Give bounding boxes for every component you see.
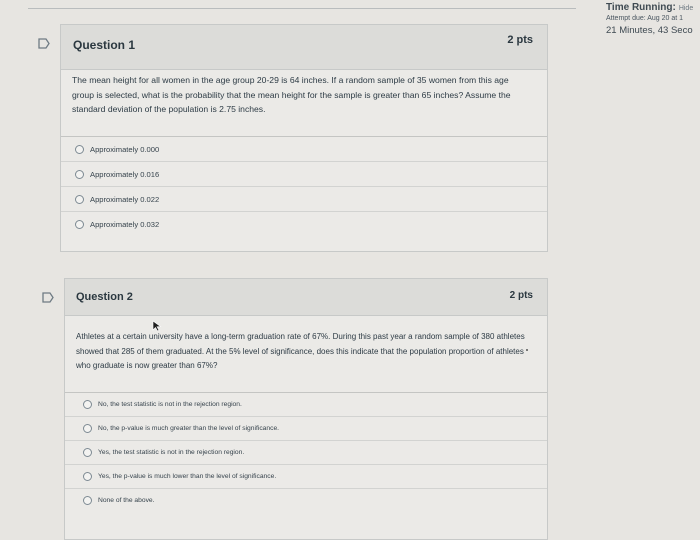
attempt-due: Attempt due: Aug 20 at 1 <box>606 15 684 22</box>
answer-list <box>65 392 547 512</box>
answer-option[interactable] <box>61 211 547 236</box>
question-card-2 <box>64 278 548 540</box>
question-points: 2 pts <box>507 34 533 46</box>
answer-option[interactable] <box>65 488 547 512</box>
radio-button[interactable] <box>75 145 84 154</box>
timer-elapsed: 21 Minutes, 43 Seco <box>606 25 693 36</box>
quiz-timer <box>606 2 700 36</box>
question-text: The mean height for all women in the age group 20-29 is 64 inches. If a random sample of 35 women from this age group is selected, what is the probability that the mean height for the sample is greater than 65 inches? Assume the standard deviation of the population is 2.75 inches. <box>72 75 511 114</box>
answer-label: No, the p-value is much greater than the level of significance. <box>98 425 280 432</box>
radio-button[interactable] <box>75 170 84 179</box>
top-divider <box>28 8 576 9</box>
question-card-1 <box>60 24 548 252</box>
answer-option[interactable] <box>61 186 547 211</box>
radio-button[interactable] <box>83 472 92 481</box>
answer-label: Approximately 0.016 <box>90 169 160 179</box>
radio-button[interactable] <box>83 400 92 409</box>
question-text: Athletes at a certain university have a long-term graduation rate of 67%. During this past year a random sample of 380 athletes showed that 285 of them graduated. At the 5% level of significance, does this indicate that the population proportion of athletes who graduate is now greater than 67%? <box>76 332 525 371</box>
answer-option[interactable] <box>61 161 547 186</box>
answer-label: Yes, the test statistic is not in the rejection region. <box>98 449 245 456</box>
question-header <box>65 279 547 316</box>
answer-list <box>61 136 547 236</box>
question-title: Question 2 <box>76 291 133 303</box>
answer-option[interactable] <box>65 416 547 440</box>
stray-dot <box>526 349 528 351</box>
radio-button[interactable] <box>83 448 92 457</box>
radio-button[interactable] <box>75 220 84 229</box>
timer-hide-link[interactable]: Hide <box>678 5 694 12</box>
flag-question-icon[interactable] <box>38 38 50 49</box>
answer-label: Approximately 0.022 <box>90 194 160 204</box>
radio-button[interactable] <box>83 424 92 433</box>
answer-option[interactable] <box>65 440 547 464</box>
question-title: Question 1 <box>73 38 136 52</box>
answer-label: Approximately 0.032 <box>90 219 160 229</box>
flag-question-icon[interactable] <box>42 292 54 303</box>
radio-button[interactable] <box>75 195 84 204</box>
timer-label: Time Running: <box>606 2 676 13</box>
answer-option[interactable] <box>61 136 547 161</box>
answer-option[interactable] <box>65 464 547 488</box>
mouse-pointer-icon <box>152 319 162 331</box>
answer-label: Yes, the p-value is much lower than the level of significance. <box>98 473 277 480</box>
question-points: 2 pts <box>509 290 533 301</box>
answer-label: None of the above. <box>98 497 155 504</box>
answer-label: Approximately 0.000 <box>90 144 160 154</box>
question-header <box>61 25 547 70</box>
answer-label: No, the test statistic is not in the rejection region. <box>98 401 242 408</box>
answer-option[interactable] <box>65 392 547 416</box>
radio-button[interactable] <box>83 496 92 505</box>
